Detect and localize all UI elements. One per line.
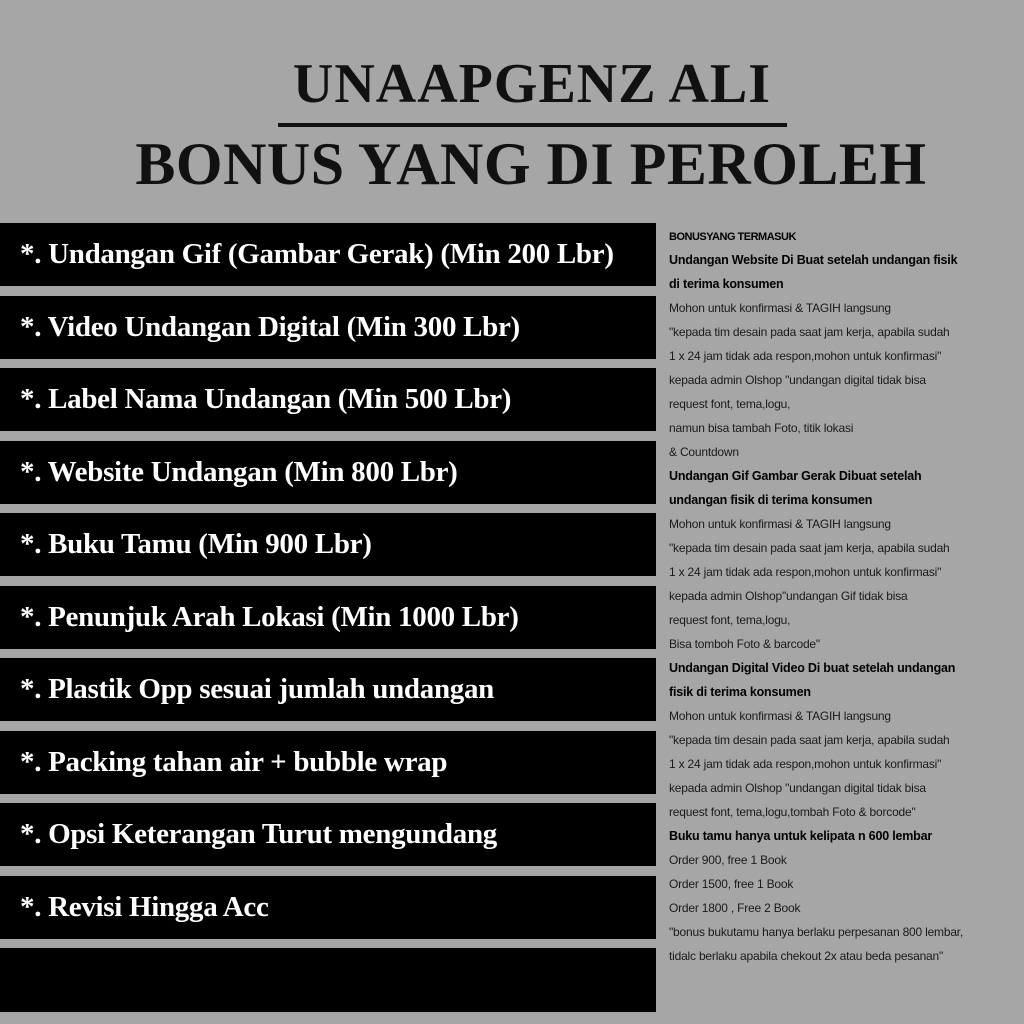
note-line: undangan fisik di terima konsumen [669,493,873,507]
note-line: Buku tamu hanya untuk kelipata n 600 lembar [669,829,933,843]
note-line: "kepada tim desain pada saat jam kerja, apabila sudah [669,733,950,747]
title-underline [278,123,787,127]
bonus-item-packing: *. Packing tahan air + bubble wrap [0,731,656,794]
note-line: 1 x 24 jam tidak ada respon,mohon untuk konfirmasi" [669,565,942,579]
note-line: Mohon untuk konfirmasi & TAGIH langsung [669,517,891,531]
bonus-item-website: *. Website Undangan (Min 800 Lbr) [0,441,656,504]
bonus-item-video: *. Video Undangan Digital (Min 300 Lbr) [0,296,656,359]
bonus-item-revision: *. Revisi Hingga Acc [0,876,656,939]
page-subtitle: BONUS YANG DI PEROLEH [135,131,927,197]
bonus-item-guestbook: *. Buku Tamu (Min 900 Lbr) [0,513,656,576]
note-line: Undangan Website Di Buat setelah undangan fisik [669,253,958,267]
note-line: Bisa tomboh Foto & barcode" [669,637,820,651]
bonus-item-direction: *. Penunjuk Arah Lokasi (Min 1000 Lbr) [0,586,656,649]
bonus-item-label: *. Label Nama Undangan (Min 500 Lbr) [0,368,656,431]
bonus-item-gif: *. Undangan Gif (Gambar Gerak) (Min 200 Lbr) [0,223,656,286]
note-line: kepada admin Olshop"undangan Gif tidak bisa [669,589,908,603]
notes-panel [669,226,1019,968]
note-line: Undangan Gif Gambar Gerak Dibuat setelah [669,469,922,483]
note-line: "kepada tim desain pada saat jam kerja, apabila sudah [669,325,950,339]
note-line: tidalc berlaku apabila chekout 2x atau beda pesanan" [669,949,944,963]
bonus-list [0,223,656,1022]
note-line: request font, tema,logu,tombah Foto & borcode" [669,805,916,819]
notes-heading: BONUSYANG TERMASUK [669,231,796,243]
note-line: Undangan Digital Video Di buat setelah undangan [669,661,956,675]
note-line: "bonus bukutamu hanya berlaku perpesanan 800 lembar, [669,925,964,939]
note-line: di terima konsumen [669,277,784,291]
page-title: UNAAPGENZ ALI [292,53,772,115]
bonus-item-empty [0,948,656,1012]
note-line: Mohon untuk konfirmasi & TAGIH langsung [669,709,891,723]
note-line: Order 1500, free 1 Book [669,877,794,891]
note-line: & Countdown [669,445,739,459]
note-line: namun bisa tambah Foto, titik lokasi [669,421,854,435]
note-line: "kepada tim desain pada saat jam kerja, apabila sudah [669,541,950,555]
note-line: 1 x 24 jam tidak ada respon,mohon untuk konfirmasi" [669,757,942,771]
note-line: 1 x 24 jam tidak ada respon,mohon untuk konfirmasi" [669,349,942,363]
note-line: Mohon untuk konfirmasi & TAGIH langsung [669,301,891,315]
note-line: kepada admin Olshop "undangan digital tidak bisa [669,781,926,795]
note-line: Order 1800 , Free 2 Book [669,901,801,915]
bonus-item-turut: *. Opsi Keterangan Turut mengundang [0,803,656,866]
note-line: Order 900, free 1 Book [669,853,787,867]
note-line: kepada admin Olshop "undangan digital tidak bisa [669,373,926,387]
note-line: request font, tema,logu, [669,397,791,411]
note-line: request font, tema,logu, [669,613,791,627]
bonus-item-plastic: *. Plastik Opp sesuai jumlah undangan [0,658,656,721]
note-line: fisik di terima konsumen [669,685,811,699]
